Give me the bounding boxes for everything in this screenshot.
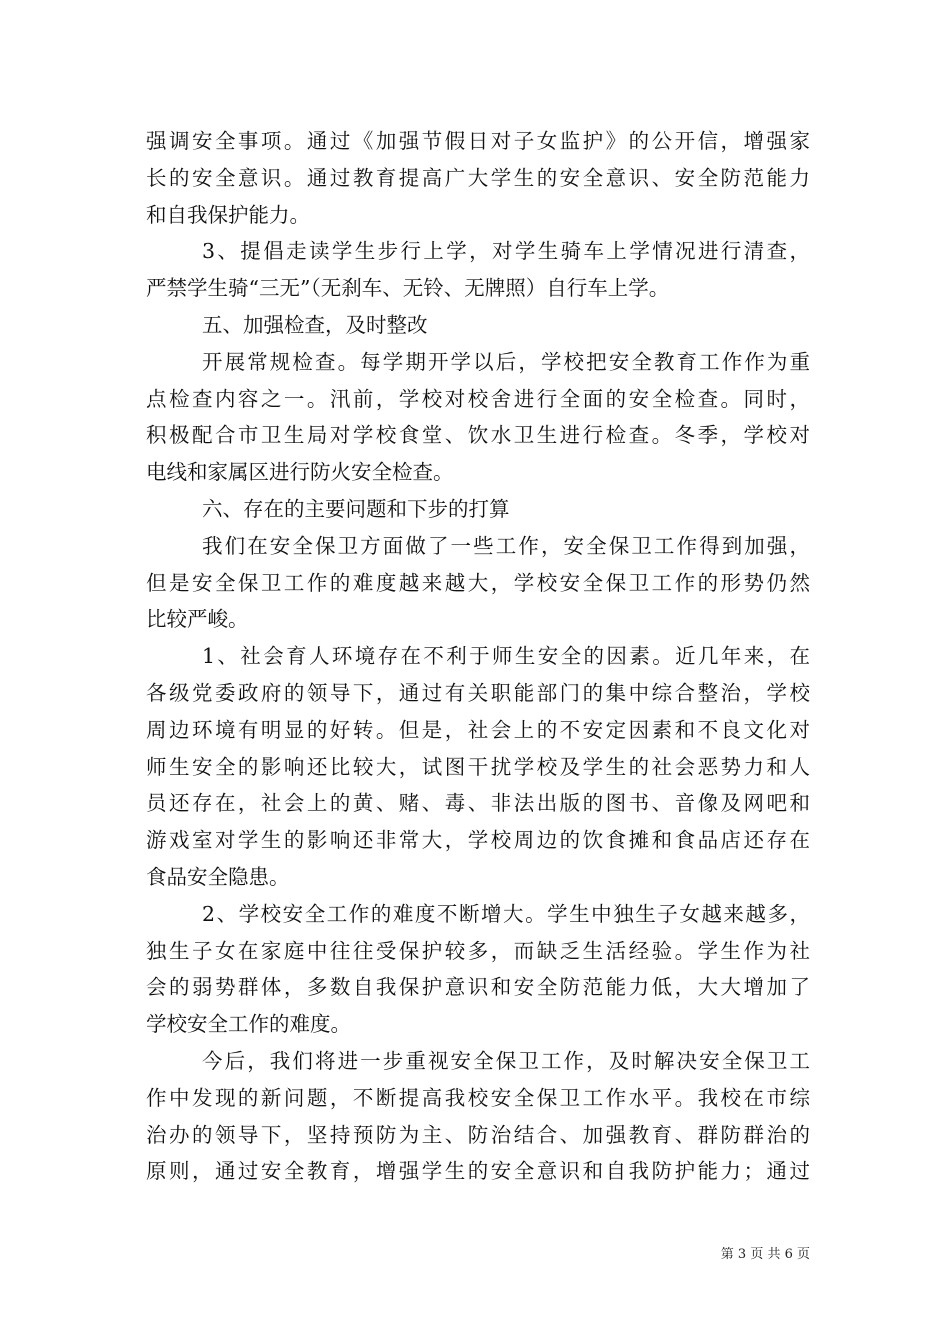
text-line: 各级党委政府的领导下，通过有关职能部门的集中综合整治，学校 (146, 680, 810, 705)
text-line: 和自我保护能力。 (146, 202, 310, 227)
text-line: 但是安全保卫工作的难度越来越大，学校安全保卫工作的形势仍然 (146, 570, 810, 595)
text-line: 学校安全工作的难度。 (146, 1012, 351, 1037)
text-line: 独生子女在家庭中往往受保护较多，而缺乏生活经验。学生作为社 (146, 938, 810, 963)
text-line: 今后，我们将进一步重视安全保卫工作，及时解决安全保卫工 (202, 1048, 810, 1073)
text-line: 点检查内容之一。汛前，学校对校舍进行全面的安全检查。同时， (146, 386, 810, 411)
page-number: 第 3 页 共 6 页 (720, 1247, 810, 1262)
text-line: 积极配合市卫生局对学校食堂、饮水卫生进行检查。冬季，学校对 (146, 423, 810, 448)
text-line: 六、存在的主要问题和下步的打算 (202, 496, 510, 521)
text-line: 员还存在，社会上的黄、赌、毒、非法出版的图书、音像及网吧和 (146, 791, 810, 816)
text-line: 食品安全隐患。 (146, 864, 290, 889)
document-body (146, 123, 810, 1190)
text-line: 3、提倡走读学生步行上学，对学生骑车上学情况进行清查， (202, 239, 810, 264)
text-line: 长的安全意识。通过教育提高广大学生的安全意识、安全防范能力 (146, 165, 810, 190)
text-line: 严禁学生骑“三无”（无刹车、无铃、无牌照）自行车上学。 (146, 276, 670, 301)
text-line: 师生安全的影响还比较大，试图干扰学校及学生的社会恶势力和人 (146, 754, 810, 779)
text-line: 治办的领导下，坚持预防为主、防治结合、加强教育、群防群治的 (146, 1122, 810, 1147)
text-line: 比较严峻。 (146, 607, 249, 632)
text-line: 强调安全事项。通过《加强节假日对子女监护》的公开信，增强家 (146, 129, 810, 153)
text-line: 开展常规检查。每学期开学以后，学校把安全教育工作作为重 (202, 349, 810, 374)
text-line: 1、社会育人环境存在不利于师生安全的因素。近几年来，在 (202, 644, 810, 669)
text-line: 电线和家属区进行防火安全检查。 (146, 460, 454, 485)
text-line: 原则，通过安全教育，增强学生的安全意识和自我防护能力；通过 (146, 1159, 810, 1184)
text-line: 2、学校安全工作的难度不断增大。学生中独生子女越来越多， (202, 901, 810, 926)
text-line: 我们在安全保卫方面做了一些工作，安全保卫工作得到加强， (202, 533, 810, 558)
text-line: 游戏室对学生的影响还非常大，学校周边的饮食摊和食品店还存在 (146, 828, 810, 853)
text-line: 周边环境有明显的好转。但是，社会上的不安定因素和不良文化对 (146, 717, 810, 742)
text-line: 作中发现的新问题，不断提高我校安全保卫工作水平。我校在市综 (146, 1085, 810, 1110)
text-line: 会的弱势群体，多数自我保护意识和安全防范能力低，大大增加了 (146, 975, 810, 1000)
text-line: 五、加强检查，及时整改 (202, 312, 428, 337)
